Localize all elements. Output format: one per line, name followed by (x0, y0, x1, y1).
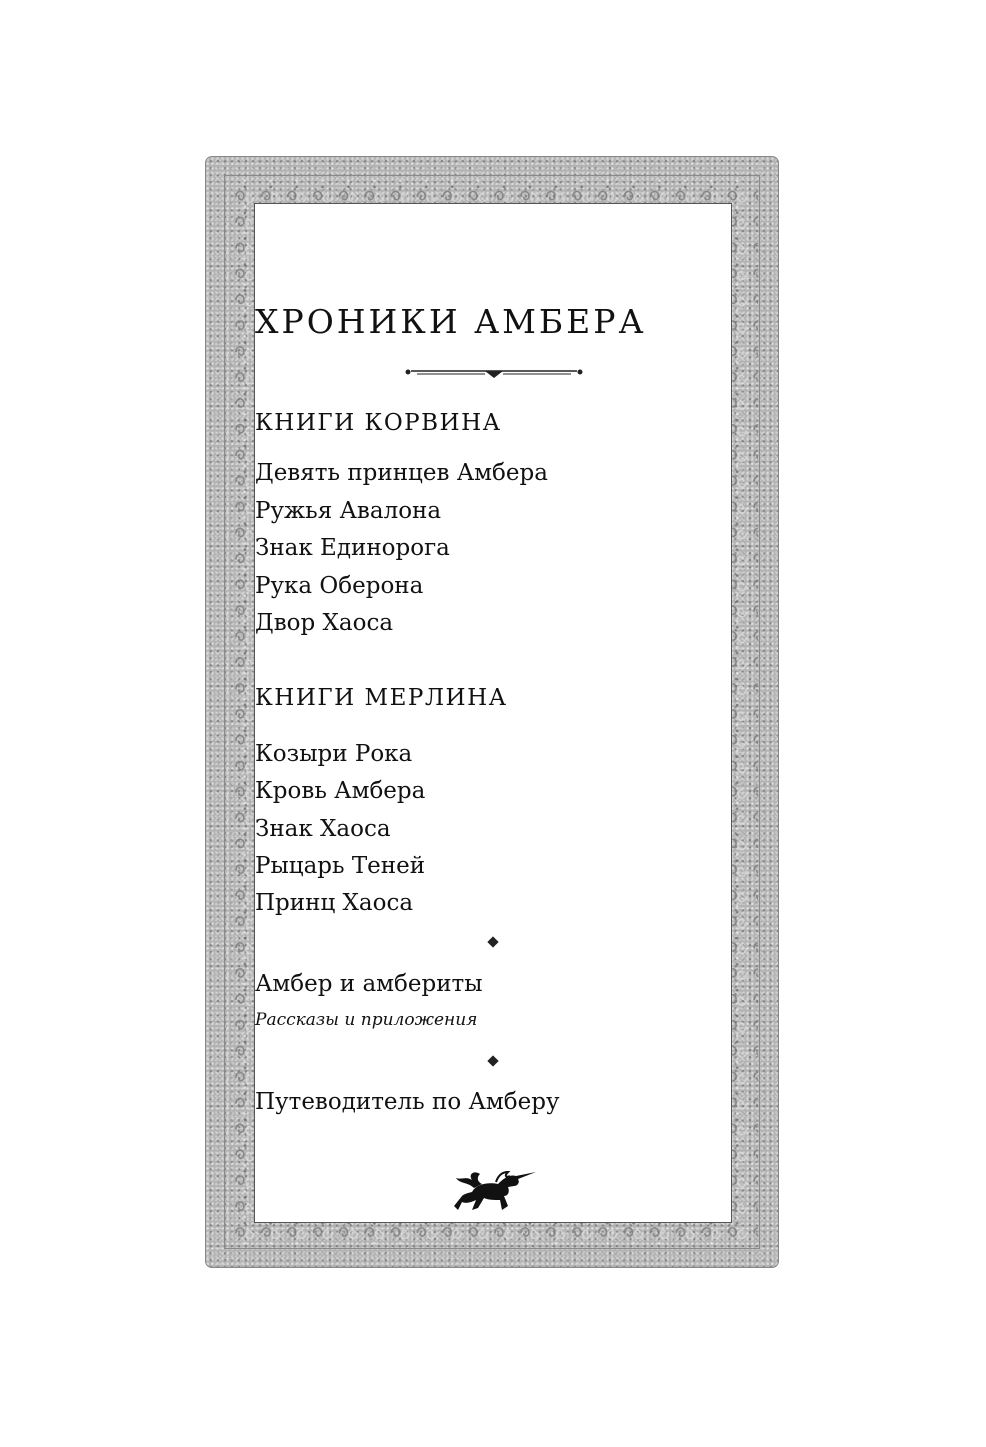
section-heading-corwin: КНИГИ КОРВИНА (255, 410, 502, 436)
ornamental-divider-icon (405, 366, 583, 380)
book-title: Ружья Авалона (255, 498, 442, 524)
book-title: Знак Единорога (255, 535, 450, 561)
page-title: ХРОНИКИ АМБЕРА (255, 302, 647, 341)
section-heading-merlin: КНИГИ МЕРЛИНА (255, 685, 508, 711)
book-title: Рука Оберона (255, 573, 424, 599)
book-title: Амбер и амбериты (255, 971, 483, 997)
book-title: Знак Хаоса (255, 816, 391, 842)
ornamental-frame (205, 156, 779, 1268)
book-title: Путеводитель по Амберу (255, 1089, 560, 1115)
book-subtitle: Рассказы и приложения (255, 1010, 478, 1030)
book-title: Принц Хаоса (255, 890, 414, 916)
unicorn-icon (452, 1166, 538, 1214)
book-title: Кровь Амбера (255, 778, 426, 804)
diamond-icon (487, 936, 498, 947)
diamond-icon (487, 1055, 498, 1066)
book-title: Двор Хаоса (255, 610, 394, 636)
book-title: Рыцарь Теней (255, 853, 426, 879)
book-title: Козыри Рока (255, 741, 413, 767)
content-panel (254, 203, 732, 1223)
book-title: Девять принцев Амбера (255, 460, 548, 486)
